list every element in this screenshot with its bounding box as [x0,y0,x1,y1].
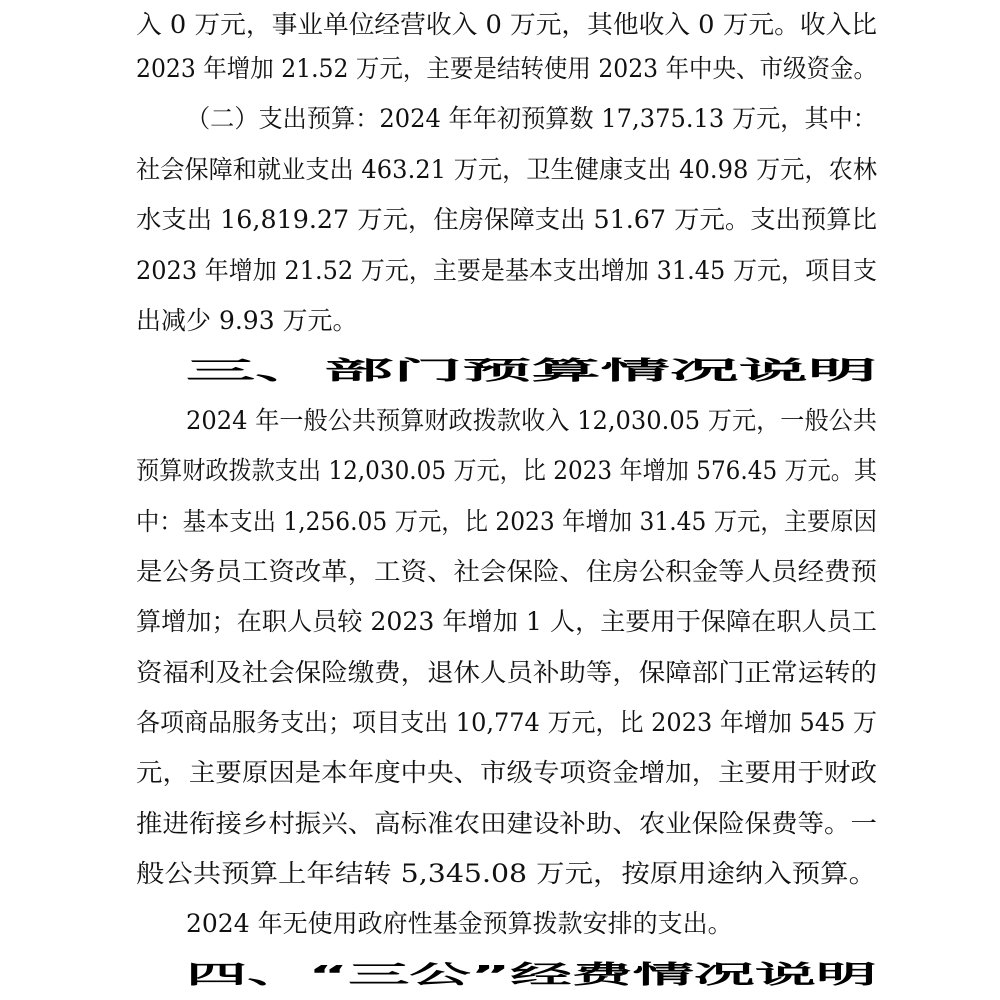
text-line [0,899,1000,949]
paragraph-text: 2024 年无使用政府性基金预算拨款安排的支出。 [186,909,733,938]
text-line [0,296,1000,346]
paragraph-text: 水支出 16,819.27 万元，住房保障支出 51.67 万元。支出预算比 [136,205,877,234]
paragraph-text: 推进衔接乡村振兴、高标准农田建设补助、农业保险保费等。一 [136,809,877,838]
section-heading: 三、部门预算情况说明 [186,356,877,385]
text-line [0,698,1000,748]
paragraph-text: 2024 年一般公共预算财政拨款收入 12,030.05 万元，一般公共 [186,406,877,435]
paragraph-text: 元，主要原因是本年度中央、市级专项资金增加，主要用于财政 [136,758,877,787]
paragraph-text: 预算财政拨款支出 12,030.05 万元，比 2023 年增加 576.45 万元。其 [136,456,878,485]
paragraph-text: 出减少 9.93 万元。 [136,306,358,335]
text-line [0,246,1000,296]
section-subheading: （二）支出预算：2024 年年初预算数 17,375.13 万元，其中： [186,104,877,133]
text-line [0,94,1000,144]
text-line [0,748,1000,798]
paragraph-text: 般公共预算上年结转 5,345.08 万元，按原用途纳入预算。 [136,859,878,888]
paragraph-text: 各项商品服务支出；项目支出 10,774 万元，比 2023 年增加 545 万 [136,708,878,737]
text-line [0,44,1000,94]
paragraph-text: 算增加；在职人员较 2023 年增加 1 人，主要用于保障在职人员工 [136,607,877,636]
paragraph-text: 2023 年增加 21.52 万元，主要是基本支出增加 31.45 万元，项目支 [136,256,878,285]
text-line [0,195,1000,245]
text-line [0,497,1000,547]
text-line [0,950,1000,1000]
section-heading: 四、“三公”经费情况说明 [186,960,878,989]
paragraph-text: 社会保障和就业支出 463.21 万元，卫生健康支出 40.98 万元，农林 [136,155,878,184]
text-line [0,597,1000,647]
paragraph-text: 入 0 万元，事业单位经营收入 0 万元，其他收入 0 万元。收入比 [136,10,878,39]
paragraph-text: 2023 年增加 21.52 万元，主要是结转使用 2023 年中央、市级资金。 [136,54,878,83]
paragraph-text: 中：基本支出 1,256.05 万元，比 2023 年增加 31.45 万元，主要原因 [136,507,878,536]
paragraph-text: 是公务员工资改革，工资、社会保险、住房公积金等人员经费预 [136,557,877,586]
text-line [0,648,1000,698]
text-line [0,446,1000,496]
paragraph-text: 资福利及社会保险缴费，退休人员补助等，保障部门正常运转的 [136,658,877,687]
text-line [0,799,1000,849]
text-line [0,0,1000,50]
text-line [0,547,1000,597]
text-line [0,145,1000,195]
text-line [0,346,1000,396]
text-line [0,849,1000,899]
text-line [0,396,1000,446]
